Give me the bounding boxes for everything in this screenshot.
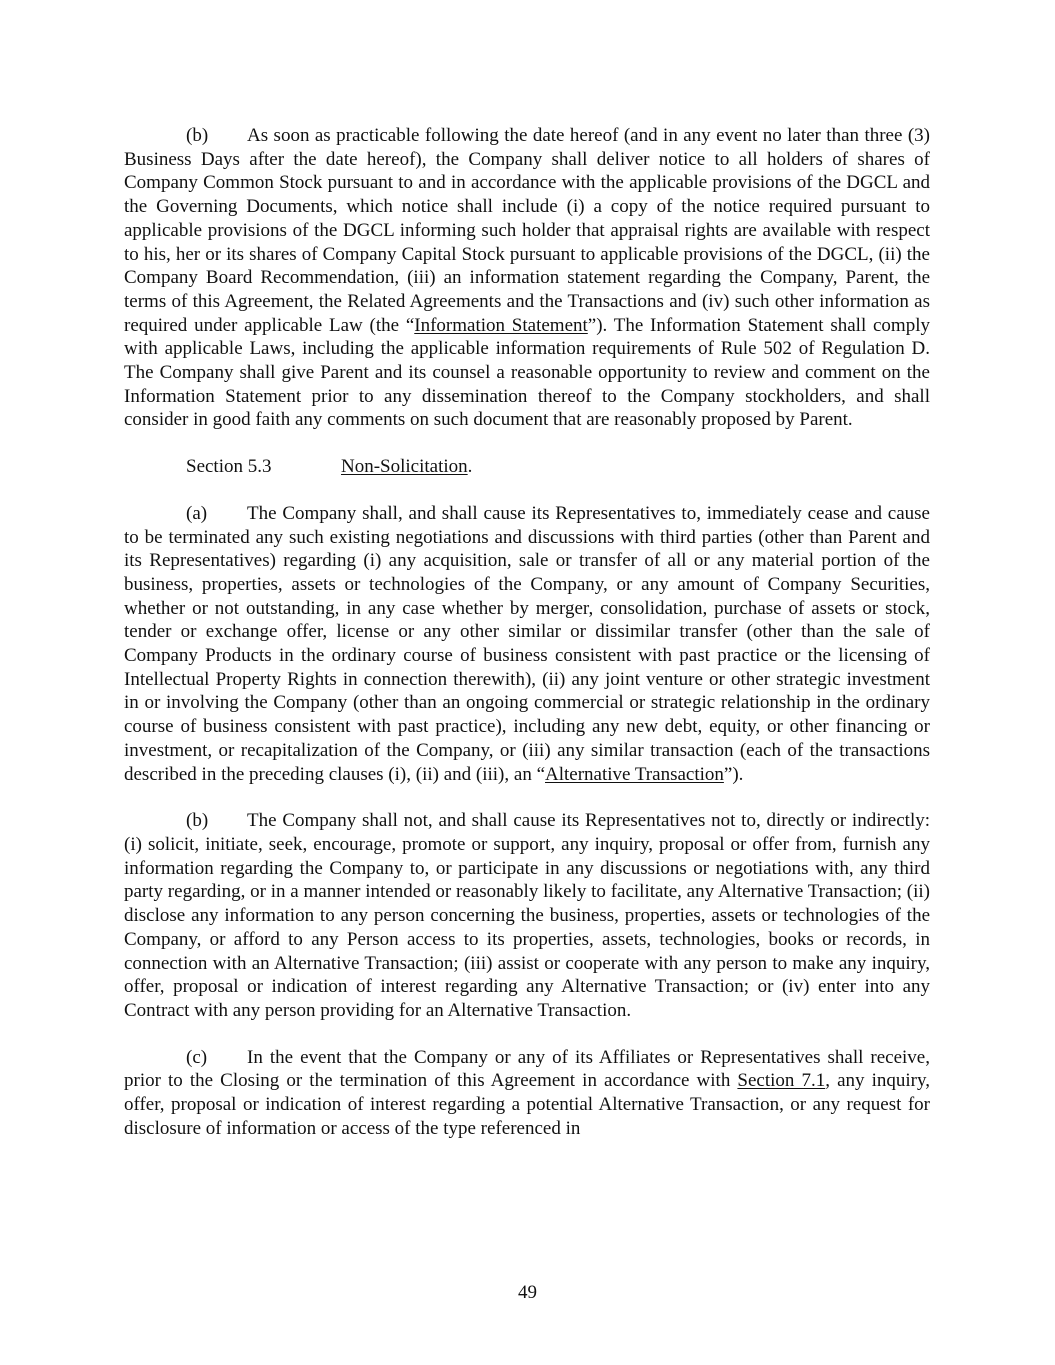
paragraph-text-continued: ”). The Information Statement shall comply with applicable Laws, including the applicable information requirements of Rule 502 of Regulation D. The Company shall give Parent and its counsel a reasonable opportunity to review and comment on the Information Statement prior to any dissemination thereof to the Company stockholders, and shall consider in good faith any comments on such document that are reasonably proposed by Parent. bbox=[124, 314, 930, 431]
document-page bbox=[124, 124, 930, 1140]
paragraph-a-alternative-transaction bbox=[124, 502, 930, 786]
paragraph-text-continued: ”). bbox=[723, 763, 744, 785]
section-title: Non-Solicitation bbox=[341, 456, 468, 478]
paragraph-b-non-solicit bbox=[124, 809, 930, 1022]
defined-term-alternative-transaction: Alternative Transaction bbox=[545, 763, 724, 785]
section-heading bbox=[124, 455, 930, 479]
paragraph-text-continued: , any inquiry, offer, proposal or indication of interest regarding a potential Alternative Transaction, or any request for disclosure of information or access of the type referenced in bbox=[124, 1070, 930, 1139]
section-number: Section 5.3 bbox=[186, 456, 272, 478]
paragraph-c-notice bbox=[124, 1046, 930, 1141]
paragraph-text: The Company shall not, and shall cause its Representatives not to, directly or indirectly: (i) solicit, initiate, seek, encourage, promote or support, any inquiry, proposal or offer from, furnish any information regarding the Company to, or participate in any discussions or negotiations with, any third party regarding, or in a manner intended or reasonably likely to facilitate, any Alternative Transaction; (ii) disclose any information to any person concerning the business, properties, assets or technologies of the Company, or afford to any Person access to its properties, assets, technologies, books or records, in connection with an Alternative Transaction; (iii) assist or cooperate with any person to make any inquiry, offer, proposal or indication of interest regarding any Alternative Transaction; or (iv) enter into any Contract with any person providing for an Alternative Transaction. bbox=[124, 810, 930, 1021]
paragraph-text: In the event that the Company or any of its Affiliates or Representatives shall receive, prior to the Closing or the termination of this Agreement in accordance with bbox=[124, 1046, 930, 1092]
section-reference-7-1: Section 7.1 bbox=[737, 1070, 826, 1092]
paragraph-text: As soon as practicable following the date hereof (and in any event no later than three (3) Business Days after the date hereof), the Company shall deliver notice to all holders of shares of Company Common Stock pursuant to and in accordance with the applicable provisions of the DGCL and the Governing Documents, which notice shall include (i) a copy of the notice required pursuant to applicable provisions of the DGCL informing such holder that appraisal rights are available with respect to his, her or its shares of Company Capital Stock pursuant to applicable provisions of the DGCL, (ii) the Company Board Recommendation, (iii) an information statement regarding the Company, Parent, the terms of this Agreement, the Related Agreements and the Transactions and (iv) such other information as required under applicable Law (the “ bbox=[124, 125, 930, 336]
paragraph-text: The Company shall, and shall cause its Representatives to, immediately cease and cause to be terminated any such existing negotiations and discussions with third parties (other than Parent and its Representatives) regarding (i) any acquisition, sale or transfer of all or any material portion of the business, properties, assets or technologies of the Company, or any amount of Company Securities, whether or not outstanding, in any case whether by merger, consolidation, purchase of assets or stock, tender or exchange offer, license or any other similar or dissimilar transfer (other than the sale of Company Products in the ordinary course of business consistent with past practice or the licensing of Intellectual Property Rights in connection therewith), (ii) any joint venture or other strategic investment in or involving the Company (other than an ongoing commercial or strategic relationship in the ordinary course of business consistent with past practice), including any new debt, equity, or other financing or investment, or recapitalization of the Company, or (iii) any similar transaction (each of the transactions described in the preceding clauses (i), (ii) and (iii), an “ bbox=[124, 502, 930, 785]
page-number: 49 bbox=[518, 1282, 537, 1303]
paragraph-label: (b) bbox=[186, 125, 209, 146]
paragraph-label: (c) bbox=[186, 1046, 208, 1068]
paragraph-label: (a) bbox=[186, 502, 208, 524]
paragraph-b-information-statement bbox=[124, 124, 930, 432]
section-title-suffix: . bbox=[467, 456, 473, 478]
defined-term-information-statement: Information Statement bbox=[414, 314, 588, 336]
paragraph-label: (b) bbox=[186, 810, 209, 832]
